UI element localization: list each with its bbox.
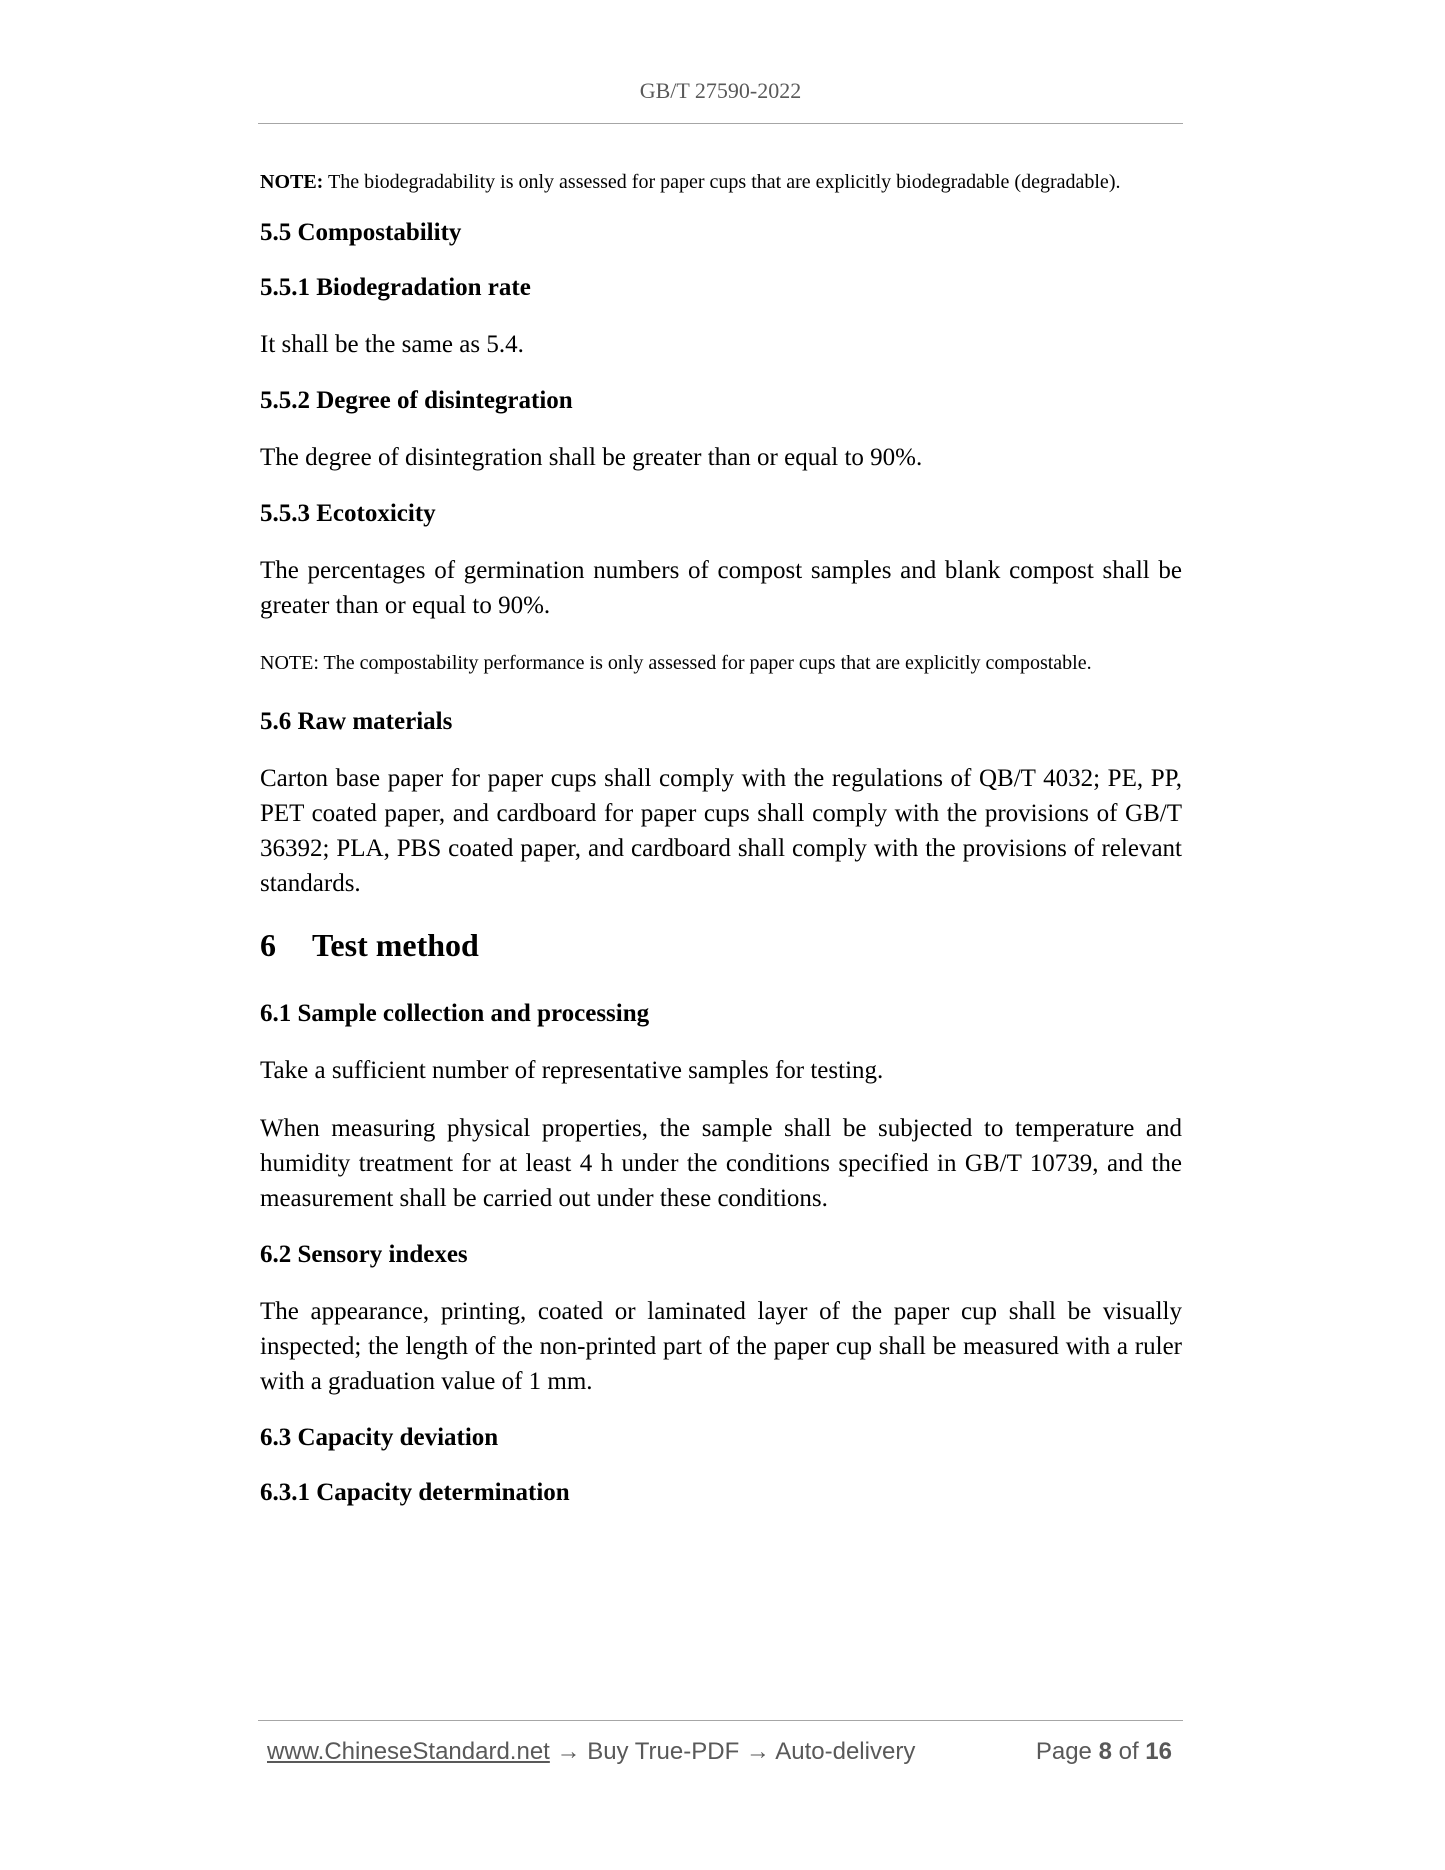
header-divider	[258, 123, 1183, 124]
page-header: GB/T 27590-2022	[639, 78, 802, 103]
section-5-5-3-text: The percentages of germination numbers of compost samples and blank compost shall be greater than or equal to 90%.	[260, 557, 1182, 619]
note-biodegradability	[260, 165, 1182, 200]
section-6-2-text: The appearance, printing, coated or laminated layer of the paper cup shall be visually inspected; the length of the non-printed part of the paper cup shall be measured with a ruler with a graduation value of 1 mm.	[260, 1298, 1182, 1395]
section-6-3-heading: 6.3 Capacity deviation	[260, 1424, 499, 1451]
of-label: of	[1118, 1738, 1139, 1765]
section-6-1-para-2: When measuring physical properties, the sample shall be subjected to temperature and humidity treatment for at least 4 h under the conditions specified in GB/T 10739, and the measurement shall be carried out under these conditions.	[260, 1115, 1182, 1212]
section-5-5-2-text: The degree of disintegration shall be greater than or equal to 90%.	[260, 444, 923, 471]
footer-divider	[258, 1720, 1183, 1721]
chapter-number: 6	[260, 927, 276, 963]
arrow-right-icon: →	[556, 1738, 581, 1765]
page-indicator	[1036, 1738, 1172, 1766]
section-6-3-1-heading: 6.3.1 Capacity determination	[260, 1479, 570, 1506]
page-footer	[267, 1738, 1172, 1766]
delivery-text: Auto-delivery	[775, 1738, 916, 1765]
section-5-5-2-heading: 5.5.2 Degree of disintegration	[260, 387, 573, 414]
page-label: Page	[1035, 1738, 1092, 1765]
section-6-1-heading: 6.1 Sample collection and processing	[260, 1000, 650, 1027]
section-6-2-heading: 6.2 Sensory indexes	[260, 1241, 468, 1268]
section-5-6-text: Carton base paper for paper cups shall comply with the regulations of QB/T 4032; PE, PP, PET coated paper, and cardboard for paper cups shall comply with the provisions of GB/T 36392; PLA, PBS coated paper, and cardboard shall comply with the provisions of relevant standards.	[260, 765, 1182, 897]
section-5-5-1-heading: 5.5.1 Biodegradation rate	[260, 274, 531, 301]
chapter-6-heading	[260, 924, 1182, 966]
chapter-title: Test method	[312, 927, 479, 963]
section-6-1-para-1: Take a sufficient number of representative samples for testing.	[260, 1057, 884, 1084]
section-5-5-3-heading: 5.5.3 Ecotoxicity	[260, 500, 436, 527]
note-text: The biodegradability is only assessed for paper cups that are explicitly biodegradable (degradable).	[323, 171, 1121, 193]
section-5-5-heading: 5.5 Compostability	[260, 219, 462, 246]
buy-text: Buy True-PDF	[587, 1738, 740, 1765]
page-total: 16	[1145, 1738, 1172, 1765]
page-number: 8	[1098, 1738, 1112, 1765]
note-label: NOTE:	[260, 171, 324, 193]
arrow-right-icon: →	[745, 1738, 770, 1765]
section-5-5-1-text: It shall be the same as 5.4.	[260, 331, 524, 358]
section-5-6-heading: 5.6 Raw materials	[260, 708, 453, 735]
page-content	[260, 165, 1182, 1532]
site-link[interactable]: www.ChineseStandard.net	[267, 1738, 550, 1765]
note-compostability: NOTE: The compostability performance is only assessed for paper cups that are explicitly compostable.	[260, 652, 1092, 674]
